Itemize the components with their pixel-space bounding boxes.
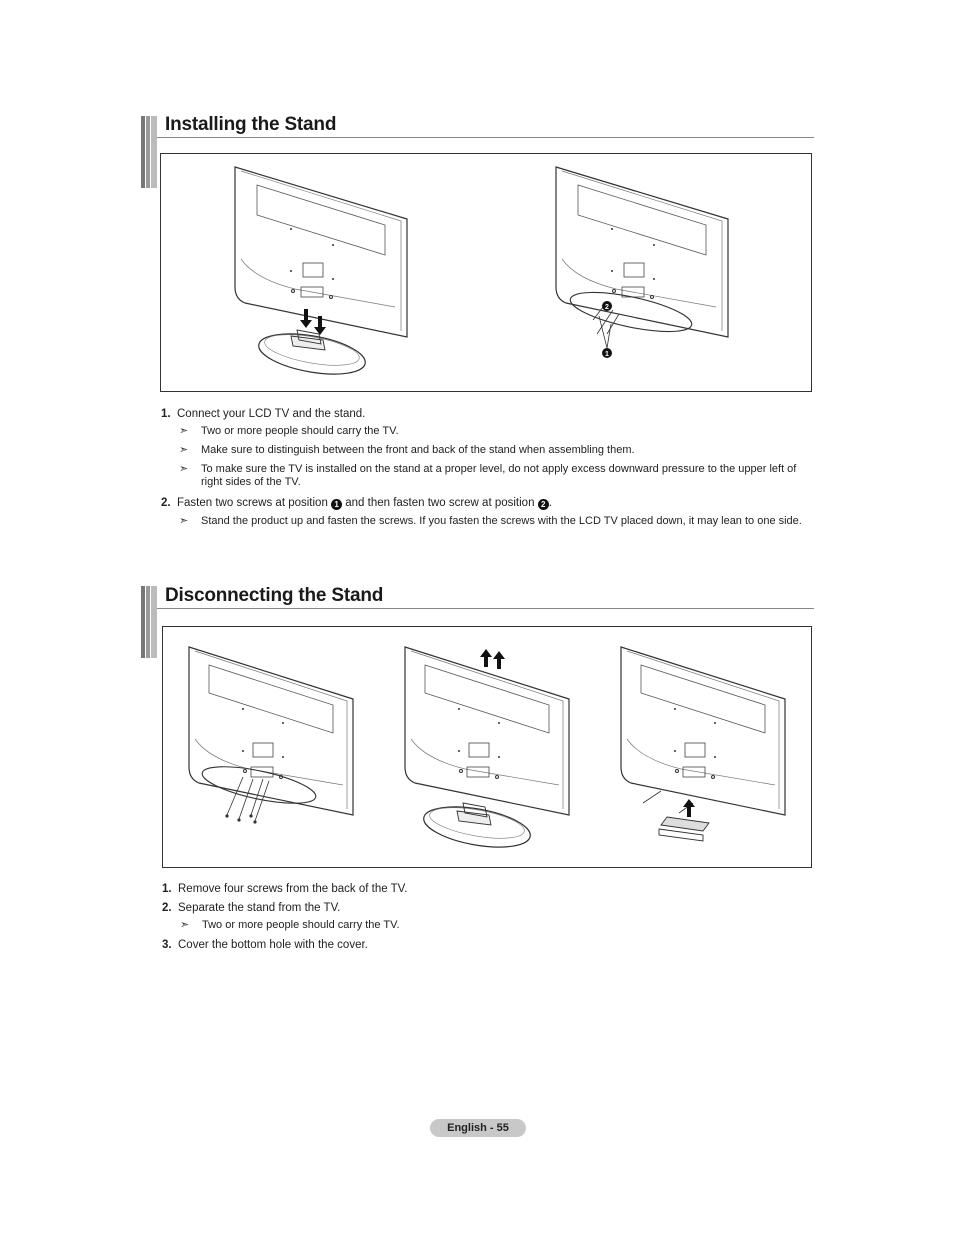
step-number: 1. [162, 883, 172, 895]
disconnecting-steps [162, 882, 807, 952]
note-arrow-icon: ➣ [180, 919, 190, 931]
svg-text:2: 2 [605, 304, 609, 311]
install-step-2: 2. Fasten two screws at position 1 and then fasten two screw at position 2 . [161, 497, 552, 509]
note-item: ➣ Two or more people should carry the TV. [179, 425, 399, 437]
step-number: 1. [161, 408, 171, 420]
section-title-installing: Installing the Stand [165, 114, 337, 135]
callout-2-icon: 2 [538, 499, 549, 510]
disconnect-step-1: 1. Remove four screws from the back of the TV. [162, 883, 408, 895]
note-arrow-icon: ➣ [179, 463, 189, 475]
disconnect-step-3: 3. Cover the bottom hole with the cover. [162, 939, 368, 951]
note-item: ➣ Two or more people should carry the TV. [180, 919, 400, 931]
up-arrow-icon [480, 649, 505, 669]
disconnecting-illustration [162, 626, 812, 868]
note-item: ➣ Make sure to distinguish between the front and back of the stand when assembling them. [179, 444, 635, 456]
note-arrow-icon: ➣ [179, 444, 189, 456]
step-number: 2. [161, 497, 171, 509]
installing-illustration [160, 153, 812, 392]
step-text: Connect your LCD TV and the stand. [177, 408, 366, 420]
note-item: ➣ Stand the product up and fasten the screws. If you fasten the screws with the LCD TV placed down, it may lean to one side. [179, 515, 802, 527]
disconnect-step-2: 2. Separate the stand from the TV. [162, 902, 341, 914]
section-marker [141, 116, 157, 188]
callout-1-icon: 1 [331, 499, 342, 510]
note-arrow-icon: ➣ [179, 425, 189, 437]
up-arrow-icon [683, 799, 695, 817]
section-title-disconnecting: Disconnecting the Stand [165, 585, 384, 606]
step-number: 2. [162, 902, 172, 914]
step-number: 3. [162, 939, 172, 951]
page-number-badge: English - 55 [430, 1119, 526, 1137]
section-divider [157, 608, 814, 609]
install-step-1 [161, 407, 806, 421]
section-marker [141, 586, 157, 658]
section-divider [157, 137, 814, 138]
note-item: ➣ To make sure the TV is installed on the stand at a proper level, do not apply excess downward pressure to the upper left of right sides of the TV. [179, 463, 797, 488]
installing-steps [161, 407, 806, 528]
note-arrow-icon: ➣ [179, 515, 189, 527]
svg-text:1: 1 [605, 351, 609, 358]
